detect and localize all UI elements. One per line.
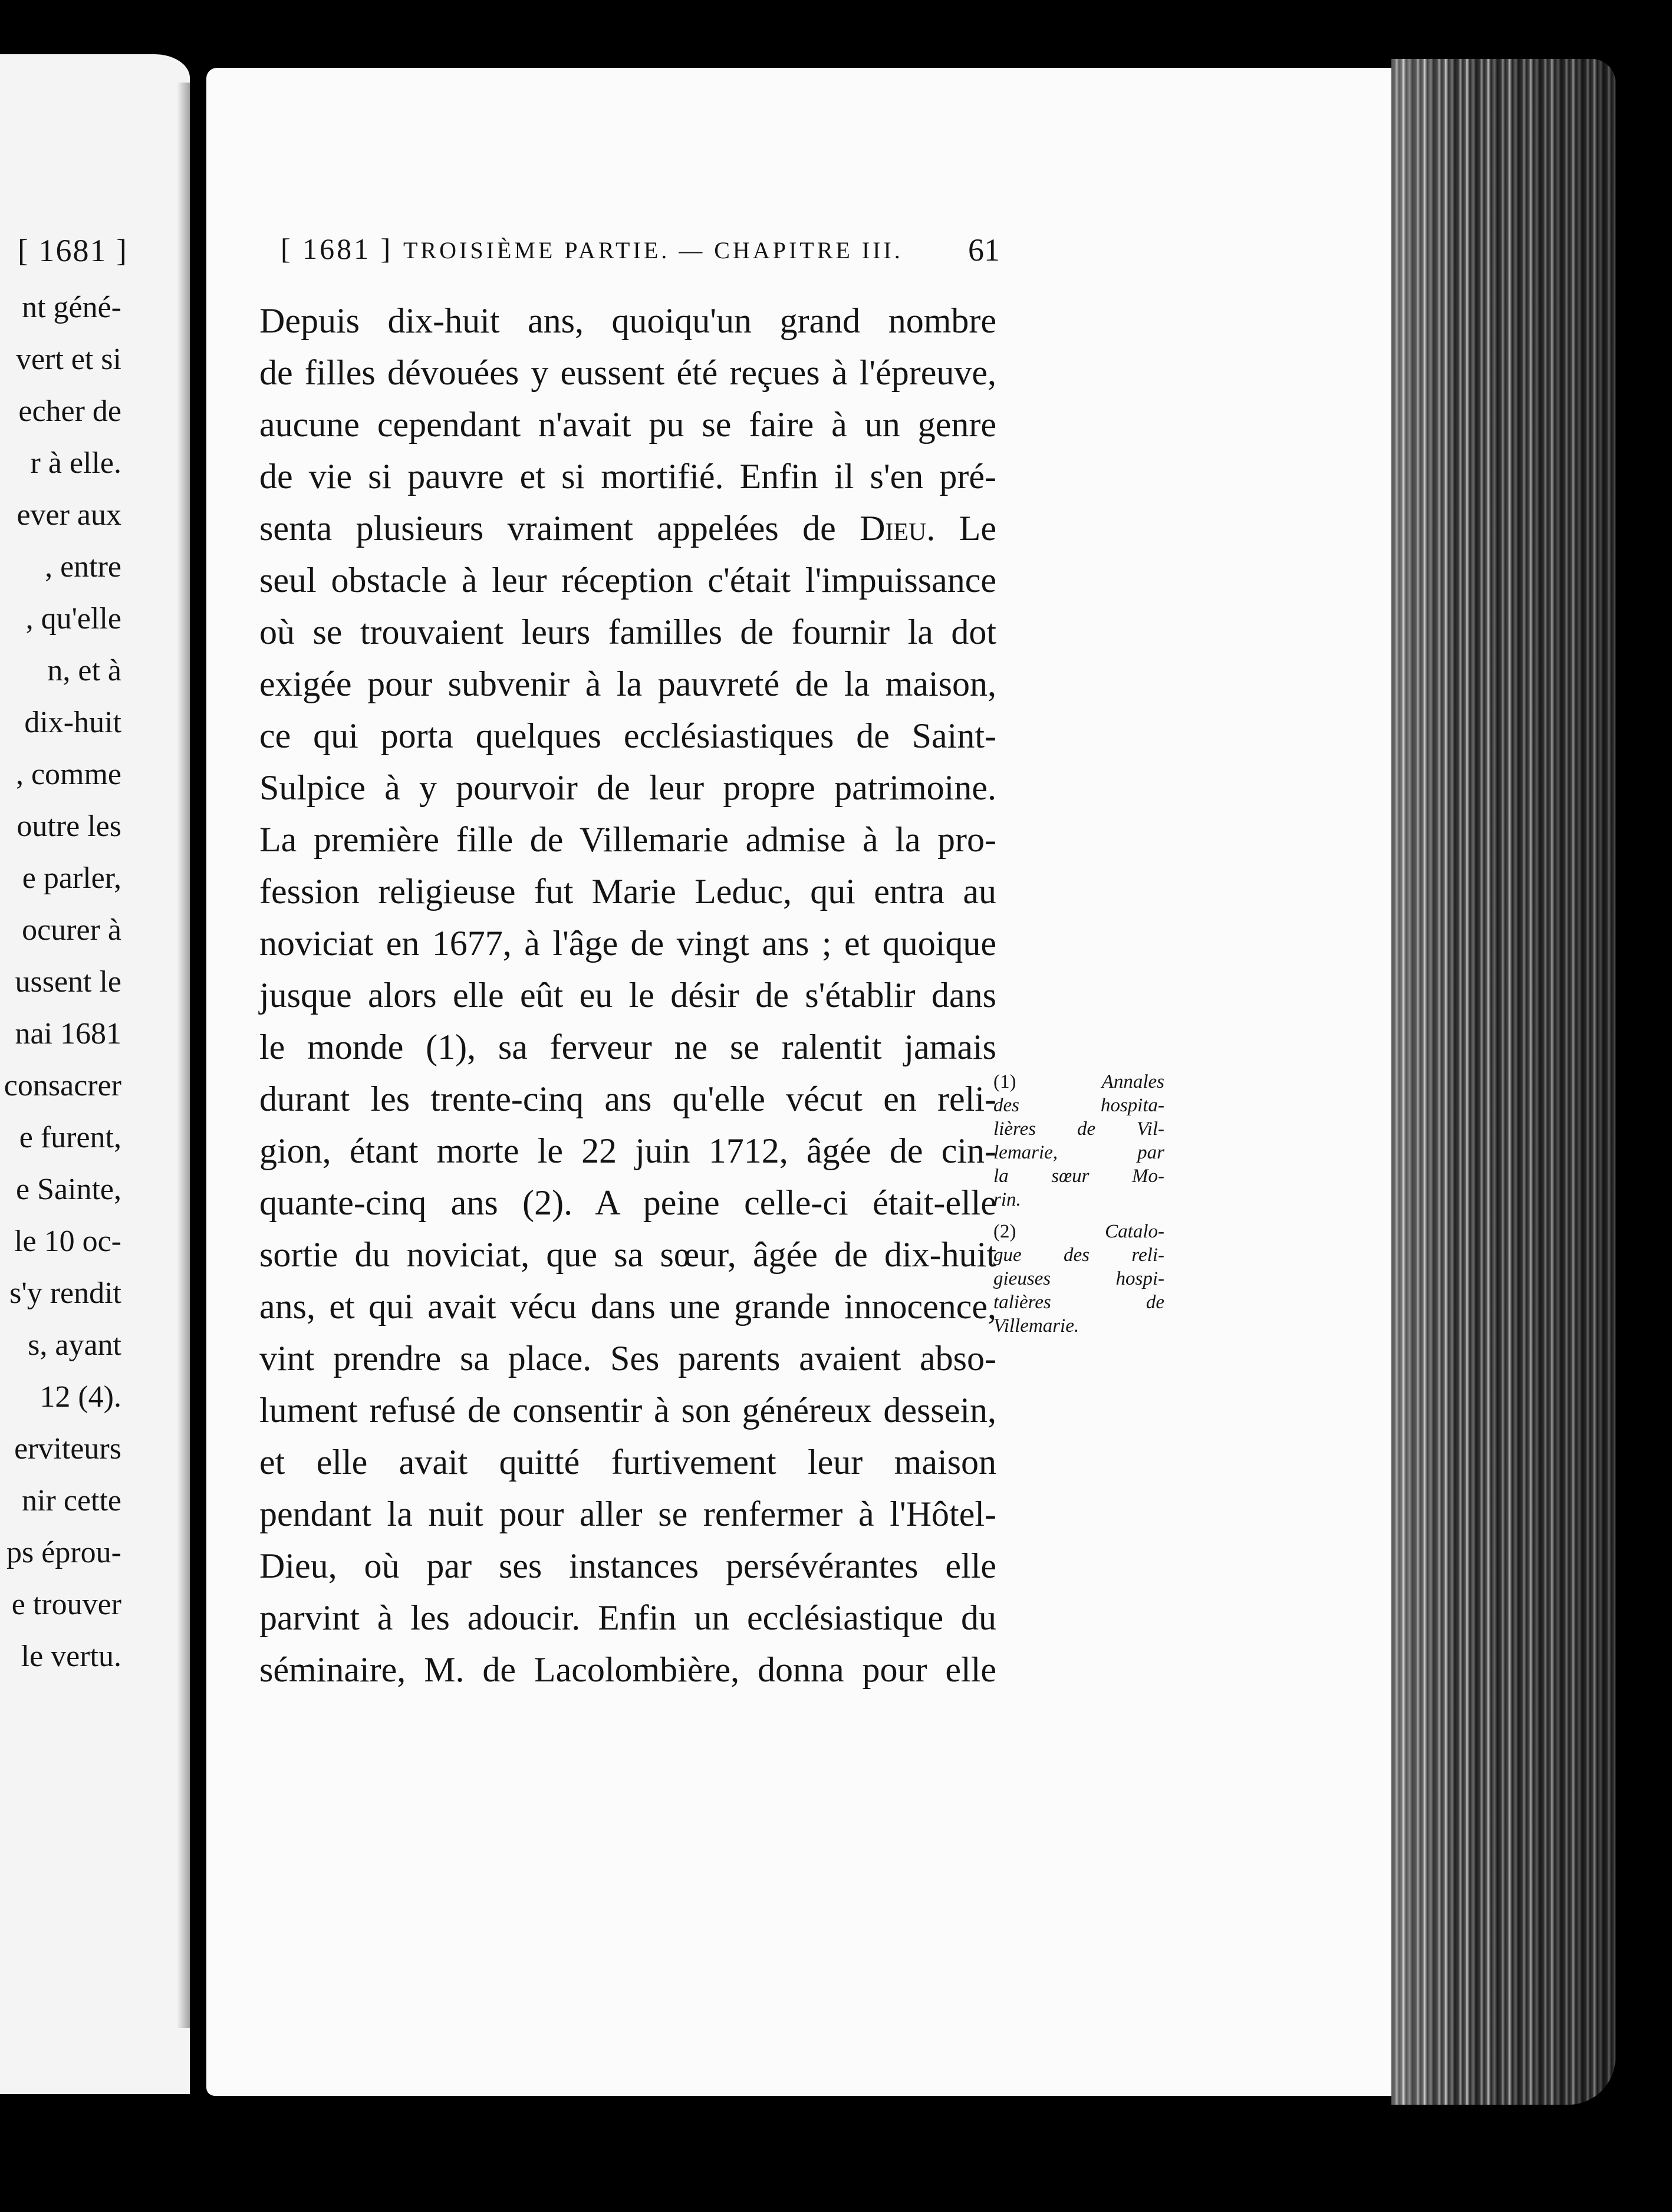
left-page xyxy=(0,54,190,2094)
body-line: aucune cependant n'avait pu se faire à un genre xyxy=(259,405,996,444)
body-line: seul obstacle à leur réception c'était l'impuissance xyxy=(259,561,996,600)
note-text: Annales xyxy=(1101,1071,1164,1092)
note-line: la sœur Mo- xyxy=(993,1166,1164,1187)
body-line: noviciat en 1677, à l'âge de vingt ans ; et quoique xyxy=(259,924,996,963)
body-line: sortie du noviciat, que sa sœur, âgée de dix-huit xyxy=(259,1235,996,1274)
left-page-line: nai 1681 xyxy=(15,1017,121,1051)
note-line: rin. xyxy=(993,1189,1021,1210)
left-page-line: , qu'elle xyxy=(25,602,121,636)
note-number: (1) xyxy=(993,1071,1016,1092)
note-line xyxy=(993,1220,1164,1243)
body-line: ans, et qui avait vécu dans une grande innocence, xyxy=(259,1287,996,1326)
left-page-line: e parler, xyxy=(22,861,121,895)
note-line: des hospita- xyxy=(993,1095,1164,1116)
body-line xyxy=(259,502,996,554)
body-line-text: senta plusieurs vraiment appelées de xyxy=(259,509,836,548)
running-head xyxy=(281,232,1000,273)
margin-notes xyxy=(993,1070,1164,1346)
note-line: gieuses hospi- xyxy=(993,1268,1164,1289)
left-page-line: echer de xyxy=(18,394,121,428)
note-number: (2) xyxy=(993,1221,1016,1242)
note-line: talières de xyxy=(993,1292,1164,1313)
body-line: de filles dévouées y eussent été reçues à l'épreuve, xyxy=(259,353,996,392)
note-line: gue des reli- xyxy=(993,1245,1164,1266)
body-line: le monde (1), sa ferveur ne se ralentit jamais xyxy=(259,1028,996,1066)
body-line: La première fille de Villemarie admise à la pro- xyxy=(259,820,996,859)
body-line: gion, étant morte le 22 juin 1712, âgée de cin- xyxy=(259,1131,996,1170)
book-fore-edge-shading xyxy=(1391,59,1615,2105)
page-number: 61 xyxy=(968,232,1000,268)
body-line: où se trouvaient leurs familles de fournir la dot xyxy=(259,613,996,651)
body-line: Depuis dix-huit ans, quoiqu'un grand nombre xyxy=(259,301,996,340)
left-page-line: ussent le xyxy=(15,965,121,999)
left-page-line: e trouver xyxy=(11,1588,121,1621)
left-page-line: s, ayant xyxy=(28,1328,121,1362)
body-line-text: . Le xyxy=(926,509,997,548)
running-head-year: [ 1681 ] xyxy=(281,232,393,265)
body-line: durant les trente-cinq ans qu'elle vécut en reli- xyxy=(259,1079,996,1118)
left-page-line: n, et à xyxy=(47,654,121,687)
note-text: Catalo- xyxy=(1105,1221,1164,1242)
body-line: ce qui porta quelques ecclésiastiques de Saint- xyxy=(259,716,996,755)
body-line: quante-cinq ans (2). A peine celle-ci était-elle xyxy=(259,1183,996,1222)
body-line: séminaire, M. de Lacolombière, donna pour elle xyxy=(259,1650,996,1689)
note-line: lières de Vil- xyxy=(993,1118,1164,1140)
left-page-line: e furent, xyxy=(19,1121,121,1154)
left-page-line: r à elle. xyxy=(30,446,121,480)
left-page-line: , comme xyxy=(15,758,121,791)
note-line: Villemarie. xyxy=(993,1315,1079,1337)
note-line xyxy=(993,1070,1164,1094)
body-line: vint prendre sa place. Ses parents avaient abso- xyxy=(259,1339,996,1378)
left-page-line: ever aux xyxy=(17,498,121,532)
smallcaps-word: Dieu xyxy=(860,509,927,548)
body-line: parvint à les adoucir. Enfin un ecclésiastique du xyxy=(259,1598,996,1637)
left-page-line: vert et si xyxy=(15,343,121,376)
footnote-1 xyxy=(993,1070,1164,1212)
left-page-running-head: [ 1681 ] xyxy=(18,233,128,268)
left-page-line: s'y rendit xyxy=(9,1276,121,1310)
body-line: pendant la nuit pour aller se renfermer à l'Hôtel- xyxy=(259,1495,996,1533)
body-line: exigée pour subvenir à la pauvreté de la maison, xyxy=(259,664,996,703)
left-page-line: outre les xyxy=(17,809,121,843)
left-page-line: 12 (4). xyxy=(40,1380,121,1414)
left-page-line: le vertu. xyxy=(21,1640,121,1673)
left-page-line: nir cette xyxy=(22,1484,121,1518)
footnote-2 xyxy=(993,1220,1164,1338)
left-page-line: , entre xyxy=(45,550,121,584)
left-page-line: ps éprou- xyxy=(6,1536,121,1569)
body-line: fession religieuse fut Marie Leduc, qui entra au xyxy=(259,872,996,911)
note-line: lemarie, par xyxy=(993,1142,1164,1163)
body-text xyxy=(259,295,996,1696)
body-line: de vie si pauvre et si mortifié. Enfin il s'en pré- xyxy=(259,457,996,496)
body-line: lument refusé de consentir à son généreux dessein, xyxy=(259,1391,996,1430)
left-page-line: nt géné- xyxy=(22,291,121,324)
body-line: Dieu, où par ses instances persévérantes elle xyxy=(259,1546,996,1585)
running-head-title: TROISIÈME PARTIE. — CHAPITRE III. xyxy=(403,237,903,264)
body-line: jusque alors elle eût eu le désir de s'établir dans xyxy=(259,976,996,1015)
left-page-line: consacrer xyxy=(4,1069,121,1102)
body-line: Sulpice à y pourvoir de leur propre patrimoine. xyxy=(259,768,996,807)
left-page-line: dix-huit xyxy=(24,706,121,739)
left-page-line: e Sainte, xyxy=(15,1173,121,1206)
body-line: et elle avait quitté furtivement leur maison xyxy=(259,1443,996,1482)
left-page-line: le 10 oc- xyxy=(14,1224,121,1258)
left-page-line: ocurer à xyxy=(22,913,121,947)
left-page-line: erviteurs xyxy=(14,1432,121,1466)
